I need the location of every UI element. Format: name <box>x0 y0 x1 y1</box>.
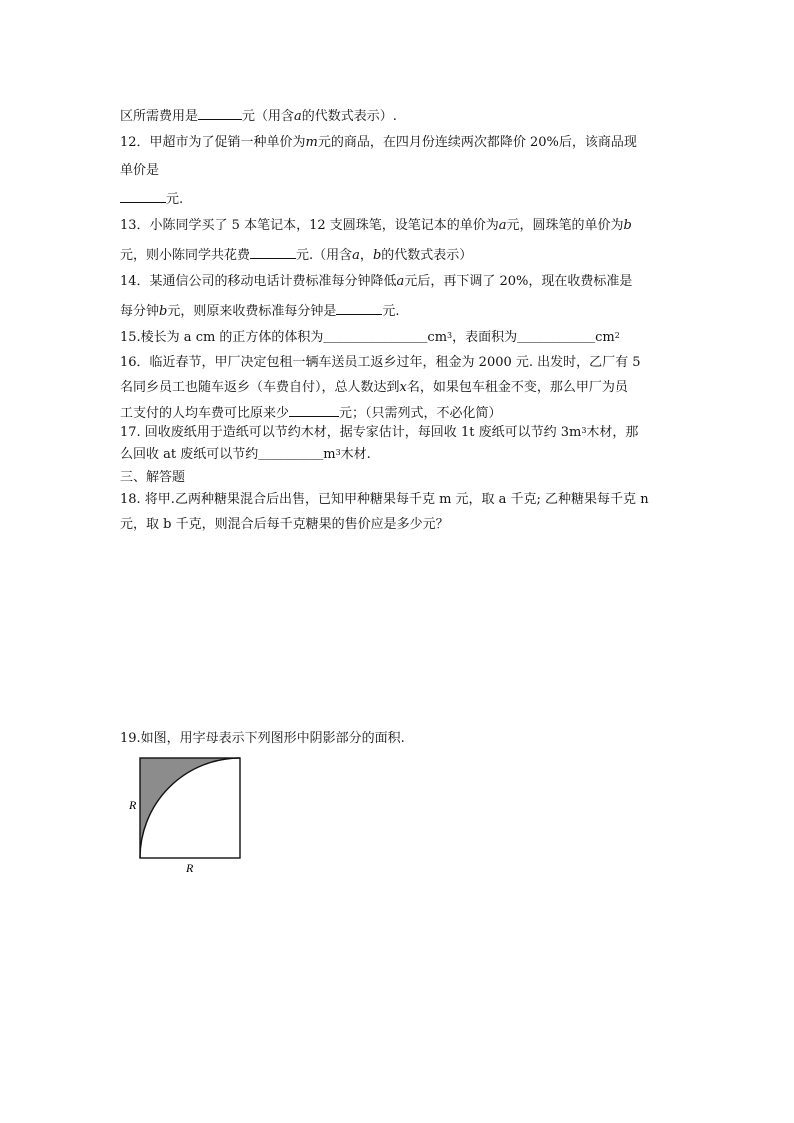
answer-blank <box>250 246 296 259</box>
answer-blank <box>336 302 382 315</box>
q13-line2: 元，则小陈同学共花费 元.（用含a，b的代数式表示） <box>120 248 473 263</box>
q16-line3: 工支付的人均车费可比原来少 元；（只需列式，不必化简） <box>120 406 502 421</box>
answer-blank <box>120 190 166 203</box>
q11-tail: 区所需费用是 元（用含a的代数式表示）. <box>120 109 397 124</box>
q16-line2: 名同乡员工也随车返乡（车费自付），总人数达到x名，如果包车租金不变，那么甲厂为员 <box>120 380 628 395</box>
shaded-area-diagram <box>122 752 252 877</box>
answer-blank <box>289 404 339 417</box>
q18-line2: 元，取 b 千克，则混合后每千克糖果的售价应是多少元？ <box>120 517 449 532</box>
answer-blank <box>198 107 242 120</box>
section-heading: 三、解答题 <box>120 470 186 485</box>
q13-line1: 13．小陈同学买了 5 本笔记本，12 支圆珠笔，设笔记本的单价为a元，圆珠笔的单价为b <box>120 218 632 233</box>
q15: 15.棱长为 a cm 的正方体的体积为$\_\_\_\_\_\_\_\_cm^3$，表面积为$\_\_\_\_\_\_cm^2$ <box>120 330 620 345</box>
q14-line2: 每分钟b元，则原来收费标准每分钟是 元. <box>120 304 400 319</box>
q17-line1: 17. 回收废纸用于造纸可以节约木材，据专家估计，每回收 1t 废纸可以节约 $3m^3$木材，那 <box>120 425 639 440</box>
q18-line1: 18. 将甲.乙两种糖果混合后出售，已知甲种糖果每千克 m 元，取 a 千克; 乙种糖果每千克 n <box>120 492 649 507</box>
shaded-region <box>140 758 240 858</box>
q12-line3: 元. <box>120 190 183 208</box>
q17-line2: 么回收 at 废纸可以节约$\_\_\_\_\_m^3$木材. <box>120 447 371 462</box>
bottom-label: R <box>186 861 194 875</box>
quarter-circle-figure <box>122 752 252 881</box>
q12-line2: 单价是 <box>120 163 160 178</box>
q14-line1: 14．某通信公司的移动电话计费标准每分钟降低a元后，再下调了 20%，现在收费标准是 <box>120 274 633 289</box>
q12-line1: 12．甲超市为了促销一种单价为m元的商品，在四月份连续两次都降价 20%后，该商品现 <box>120 135 637 150</box>
side-label: R <box>129 798 137 812</box>
q16-line1: 16．临近春节，甲厂决定包租一辆车送员工返乡过年，租金为 2000 元. 出发时，乙厂有 5 <box>120 355 641 370</box>
q19: 19.如图，用字母表示下列图形中阴影部分的面积. <box>120 731 405 746</box>
